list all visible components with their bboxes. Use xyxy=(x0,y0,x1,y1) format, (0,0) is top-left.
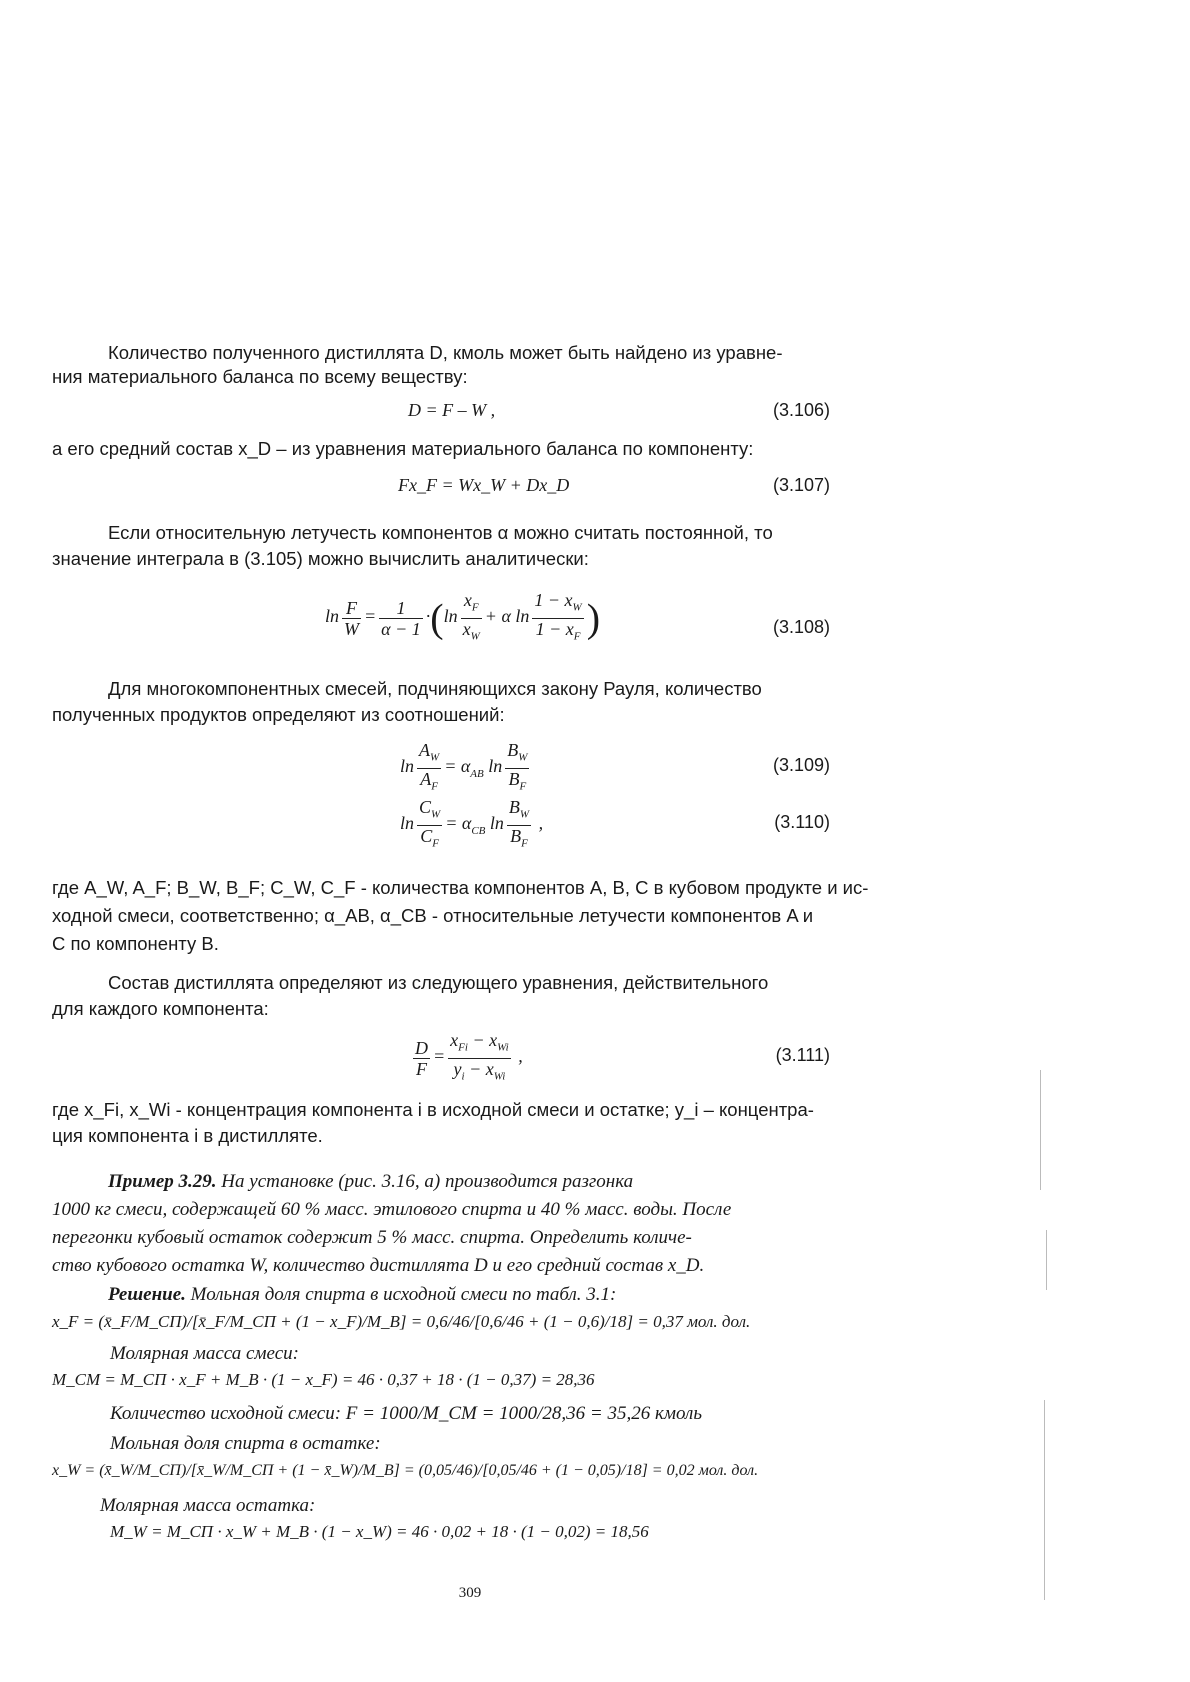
text-line: На установке (рис. 3.16, а) производится разгонка xyxy=(221,1171,634,1192)
text-line: Количество исходной смеси: F = 1000/M_СМ = 1000/28,36 = 35,26 кмоль xyxy=(110,1403,702,1424)
equation-number: (3.107) xyxy=(772,475,830,495)
scan-artifact xyxy=(1040,1070,1041,1190)
equation-number: (3.106) xyxy=(772,400,830,420)
example-heading-line xyxy=(52,1168,832,1195)
equation-3-109: ln $\frac{A_W}{A_F}$ = $\alpha_{AB}$ ln $\frac{B_W}{B_F}$ xyxy=(400,740,528,793)
text-line: C по компоненту B. xyxy=(52,933,219,954)
equation-number: (3.110) xyxy=(774,812,830,832)
equation-number: (3.109) xyxy=(772,755,830,775)
equation-number: (3.108) xyxy=(772,617,830,637)
text-line: Количество полученного дистиллята D, кмоль может быть найдено из уравне- xyxy=(108,342,783,363)
equation-3-107: Fx_F = Wx_W + Dx_D xyxy=(398,475,570,495)
text-line: ция компонента i в дистилляте. xyxy=(52,1125,323,1146)
scan-artifact xyxy=(1046,1230,1047,1290)
equation-3-111: $\frac{D}{F}$ = $\frac{x_{Fi} - x_{Wi}}{y_i - x_{Wi}}$ , xyxy=(415,1030,523,1083)
calculation-line: x_F = (x̄_F/M_СП)/[x̄_F/M_СП + (1 − x_F)/M_B] = 0,6/46/[0,6/46 + (1 − 0,6)/18] = 0,37 мол. дол. xyxy=(52,1312,751,1331)
equation-3-108: ln $\frac{F}{W}$ = $\frac{1}{\alpha - 1}$ ·(ln $\frac{x_F}{x_W}$ + α ln $\frac{1 - x_W}{1 - x_F}$ ) xyxy=(325,590,601,643)
text-line: а его средний состав x_D – из уравнения материального баланса по компоненту: xyxy=(52,438,754,459)
scan-artifact xyxy=(1044,1400,1045,1600)
solution-title: Решение. xyxy=(108,1284,186,1305)
calculation-line: M_W = M_СП · x_W + M_B · (1 − x_W) = 46 · 0,02 + 18 · (1 − 0,02) = 18,56 xyxy=(110,1522,649,1541)
text-line: ство кубового остатка W, количество дистиллята D и его средний состав x_D. xyxy=(52,1255,705,1276)
text-line: Молярная масса остатка: xyxy=(100,1495,316,1516)
text-line: 1000 кг смеси, содержащей 60 % масс. этилового спирта и 40 % масс. воды. После xyxy=(52,1199,732,1220)
calculation-line: x_W = (x̄_W/M_СП)/[x̄_W/M_СП + (1 − x̄_W)/M_B] = (0,05/46)/[0,05/46 + (1 − 0,05)/18] = 0,02 мол. дол. xyxy=(52,1462,759,1479)
example-title: Пример 3.29. xyxy=(108,1171,217,1192)
equation-3-110: ln $\frac{C_W}{C_F}$ = $\alpha_{CB}$ ln $\frac{B_W}{B_F}$ , xyxy=(400,797,544,850)
page-number: 309 xyxy=(458,1585,482,1601)
text-line: перегонки кубовый остаток содержит 5 % масс. спирта. Определить количе- xyxy=(52,1227,692,1248)
text-line: где A_W, A_F; B_W, B_F; C_W, C_F - количества компонентов А, В, С в кубовом продукте и ис- xyxy=(52,877,869,898)
text-line: ния материального баланса по всему веществу: xyxy=(52,366,468,387)
text-line: Для многокомпонентных смесей, подчиняющихся закону Рауля, количество xyxy=(108,678,762,699)
text-line: где x_Fi, x_Wi - концентрация компонента i в исходной смеси и остатке; y_i – концентра- xyxy=(52,1099,814,1120)
solution-heading-line xyxy=(52,1281,832,1308)
text-line: ходной смеси, соответственно; α_AB, α_CB - относительные летучести компонентов A и xyxy=(52,905,814,926)
text-line: Если относительную летучесть компонентов α можно считать постоянной, то xyxy=(108,522,773,543)
text-line: Мольная доля спирта в исходной смеси по табл. 3.1: xyxy=(190,1284,617,1305)
equation-number: (3.111) xyxy=(775,1045,830,1065)
paragraph-distillate-amount xyxy=(52,340,826,365)
text-line: полученных продуктов определяют из соотношений: xyxy=(52,704,505,725)
text-line: для каждого компонента: xyxy=(52,998,269,1019)
text-line: Молярная масса смеси: xyxy=(110,1343,299,1364)
text-line: Мольная доля спирта в остатке: xyxy=(110,1433,381,1454)
equation-3-106: D = F – W , xyxy=(408,400,496,420)
calculation-line: M_СМ = M_СП · x_F + M_B · (1 − x_F) = 46 · 0,37 + 18 · (1 − 0,37) = 28,36 xyxy=(52,1370,595,1389)
text-line: значение интеграла в (3.105) можно вычислить аналитически: xyxy=(52,548,589,569)
text-line: Состав дистиллята определяют из следующего уравнения, действительного xyxy=(108,972,769,993)
